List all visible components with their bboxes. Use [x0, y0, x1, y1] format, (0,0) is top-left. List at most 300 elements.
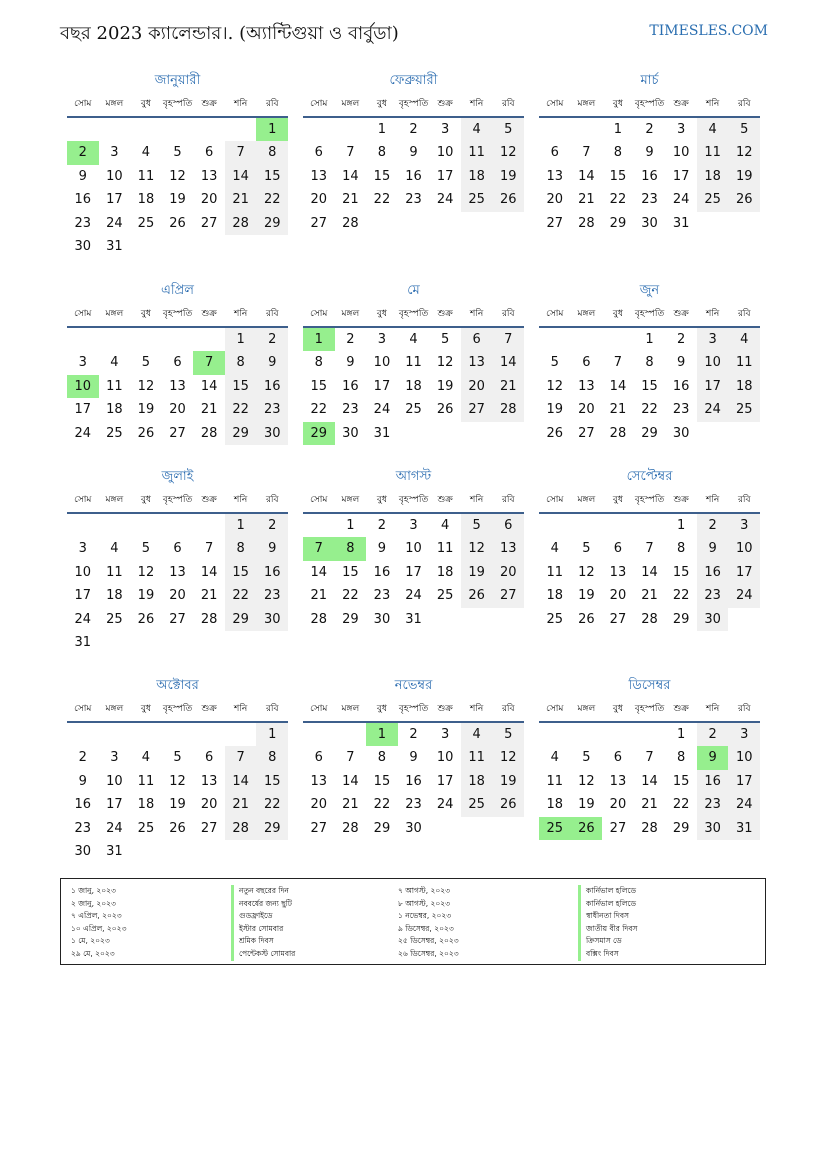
week-row: [539, 793, 760, 816]
weekday-label: বৃহস্পতি: [162, 99, 193, 109]
weekday-label: বুধ: [140, 309, 151, 319]
empty-day-cell: [162, 723, 194, 746]
day-cell: 15: [641, 378, 658, 394]
weekday-label: শুক্র: [201, 495, 217, 505]
weekday-label: বৃহস্পতি: [398, 99, 429, 109]
week-row: [67, 817, 288, 840]
weekday-label: বৃহস্পতি: [398, 495, 429, 505]
empty-day-cell: [256, 840, 288, 863]
empty-day-cell: [130, 118, 162, 141]
legend-holiday-name: শ্রমিক দিবস: [231, 935, 295, 948]
day-cell: 7: [346, 750, 355, 766]
legend-dates-col-1: [71, 885, 126, 961]
day-cell: 16: [672, 378, 690, 394]
empty-day-cell: [461, 212, 493, 235]
weekday-label: রবি: [265, 309, 279, 319]
day-cell: 19: [492, 770, 524, 793]
week-row: [67, 188, 288, 211]
empty-day-cell: [99, 514, 131, 537]
weekday-label: রবি: [501, 495, 515, 505]
day-cell: 26: [461, 584, 493, 607]
day-cell: 13: [609, 564, 627, 580]
day-cell: 10: [728, 746, 760, 769]
empty-day-cell: [193, 631, 225, 654]
weekday-label: শনি: [706, 495, 720, 505]
weekday-label: সোম: [310, 309, 328, 319]
day-cell: 15: [672, 564, 690, 580]
day-cell: 20: [169, 402, 186, 418]
empty-day-cell: [429, 817, 461, 840]
weekday-label: বুধ: [612, 704, 623, 714]
week-row: [67, 631, 288, 654]
month-name: ফেব্রুয়ারী: [389, 73, 438, 88]
day-cell: 24: [728, 793, 760, 816]
week-row: [539, 118, 760, 141]
day-cell: 9: [346, 355, 355, 371]
day-cell: 8: [676, 541, 686, 557]
weekday-header: [67, 304, 288, 328]
day-cell: 22: [310, 402, 328, 418]
weekday-label: বৃহস্পতি: [634, 495, 665, 505]
month-name: জুলাই: [161, 469, 194, 484]
day-cell: 27: [200, 820, 218, 836]
day-cell: 8: [256, 141, 288, 164]
day-cell: 16: [342, 378, 359, 394]
day-cell: 8: [225, 537, 257, 560]
weekday-label: রবি: [737, 495, 751, 505]
legend-holiday-name: নতুন বছরের দিন: [231, 885, 295, 898]
day-cell: 25: [137, 820, 155, 836]
day-cell: 29: [672, 611, 690, 627]
weekday-label: রবি: [265, 495, 279, 505]
day-cell: 15: [225, 561, 257, 584]
day-cell: 7: [645, 541, 654, 557]
day-cell: 6: [173, 541, 182, 557]
week-row: [539, 723, 760, 746]
empty-day-cell: [602, 328, 634, 351]
day-cell: 17: [728, 561, 760, 584]
legend-holiday-name: ক্রিসমাস ডে: [578, 935, 638, 948]
day-cell: 5: [492, 723, 524, 746]
day-cell: 11: [546, 773, 564, 789]
weekday-label: শনি: [470, 309, 484, 319]
day-cell: 11: [106, 564, 123, 580]
day-cell: 25: [461, 793, 493, 816]
weekday-label: রবি: [501, 704, 515, 714]
empty-day-cell: [225, 723, 257, 746]
day-cell: 27: [609, 611, 627, 627]
day-cell: 29: [609, 215, 627, 231]
week-row: [67, 840, 288, 863]
empty-day-cell: [571, 723, 603, 746]
weekday-label: শনি: [470, 704, 484, 714]
empty-day-cell: [571, 328, 603, 351]
day-cell: 2: [676, 332, 686, 347]
legend-date: ৮ আগস্ট, ২০২৩: [398, 898, 450, 908]
week-row: [539, 351, 760, 374]
week-row: [539, 328, 760, 351]
day-cell: 12: [492, 141, 524, 164]
day-cell: 18: [461, 770, 493, 793]
day-cell: 13: [461, 351, 493, 374]
day-cell: 2: [377, 518, 387, 533]
day-cell: 17: [405, 564, 422, 580]
day-cell: 30: [641, 215, 658, 231]
empty-day-cell: [67, 328, 99, 351]
day-cell: 26: [169, 820, 186, 836]
day-cell: 19: [169, 192, 186, 208]
day-cell: 28: [641, 820, 658, 836]
site-brand-link[interactable]: TIMESLES.COM: [649, 23, 768, 39]
day-cell: 22: [609, 192, 627, 208]
day-cell: 5: [173, 145, 182, 161]
day-cell: 24: [728, 584, 760, 607]
empty-day-cell: [130, 840, 162, 863]
weekday-label: সোম: [74, 99, 92, 109]
legend-date: ১ নভেম্বর, ২০২৩: [398, 911, 452, 921]
week-row: [539, 212, 760, 235]
day-cell: 9: [409, 750, 418, 766]
legend-date: ৭ এপ্রিল, ২০২৩: [71, 911, 122, 921]
empty-day-cell: [303, 118, 335, 141]
legend-holiday-name: কার্নিভাল হলিডে: [578, 885, 638, 898]
day-cell: 10: [74, 564, 92, 580]
weekday-label: মঙ্গল: [577, 495, 596, 505]
day-cell: 6: [173, 355, 182, 371]
legend-holiday-name: কার্নিভাল হলিডে: [578, 898, 638, 911]
day-cell: 2: [346, 332, 355, 347]
week-row: [303, 212, 524, 235]
day-cell: 9: [256, 351, 288, 374]
week-row: [67, 608, 288, 631]
day-cell: 22: [225, 398, 257, 421]
empty-day-cell: [539, 118, 571, 141]
empty-day-cell: [335, 118, 367, 141]
week-row: [303, 746, 524, 769]
weekday-label: শুক্র: [437, 704, 453, 714]
day-cell: 24: [697, 398, 729, 421]
day-cell: 9: [409, 145, 418, 161]
day-cell: 3: [78, 541, 87, 557]
day-cell: 19: [492, 165, 524, 188]
day-cell: 7: [204, 541, 214, 557]
day-cell: 14: [578, 168, 595, 184]
weekday-label: মঙ্গল: [105, 309, 124, 319]
day-cell: 5: [582, 750, 591, 766]
day-cell: 10: [728, 537, 760, 560]
day-cell: 25: [405, 402, 422, 418]
week-row: [67, 723, 288, 746]
legend-holiday-name: নববর্ষের জন্য ছুটি: [231, 898, 295, 911]
weekday-label: রবি: [501, 99, 515, 109]
weekday-label: বুধ: [612, 99, 623, 109]
week-row: [539, 537, 760, 560]
week-row: [303, 188, 524, 211]
day-cell: 20: [546, 192, 564, 208]
day-cell: 24: [436, 192, 454, 208]
day-cell: 5: [173, 750, 182, 766]
day-cell: 30: [672, 425, 690, 441]
day-cell: 3: [728, 723, 760, 746]
empty-day-cell: [193, 235, 225, 258]
day-cell: 25: [137, 215, 155, 231]
empty-day-cell: [492, 212, 524, 235]
day-cell: 13: [169, 564, 186, 580]
empty-day-cell: [303, 514, 335, 537]
day-cell: 9: [377, 541, 387, 557]
day-cell: 4: [461, 723, 493, 746]
empty-day-cell: [193, 328, 225, 351]
empty-day-cell: [728, 608, 760, 631]
day-cell: 16: [697, 561, 729, 584]
empty-day-cell: [225, 118, 257, 141]
empty-day-cell: [461, 422, 493, 445]
weekday-label: বুধ: [376, 99, 387, 109]
holiday-day-cell: 26: [571, 817, 603, 840]
day-cell: 1: [613, 122, 623, 137]
empty-day-cell: [602, 514, 634, 537]
day-cell: 20: [609, 588, 627, 604]
day-cell: 4: [440, 518, 450, 533]
empty-day-cell: [539, 514, 571, 537]
day-cell: 17: [728, 770, 760, 793]
day-cell: 23: [405, 797, 422, 813]
week-row: [303, 723, 524, 746]
day-cell: 28: [200, 611, 218, 627]
day-cell: 3: [728, 514, 760, 537]
week-row: [539, 746, 760, 769]
day-cell: 5: [728, 118, 760, 141]
day-cell: 28: [225, 817, 257, 840]
day-cell: 30: [697, 817, 729, 840]
day-cell: 23: [342, 402, 359, 418]
weekday-header: [303, 304, 524, 328]
week-row: [67, 351, 288, 374]
day-cell: 14: [200, 378, 218, 394]
day-cell: 17: [672, 168, 690, 184]
day-cell: 3: [110, 750, 119, 766]
day-cell: 26: [578, 611, 595, 627]
weekday-label: মঙ্গল: [577, 704, 596, 714]
day-cell: 17: [436, 168, 454, 184]
day-cell: 2: [645, 122, 654, 137]
empty-day-cell: [634, 723, 666, 746]
day-cell: 6: [204, 145, 214, 161]
day-cell: 14: [200, 564, 218, 580]
weekday-label: শুক্র: [201, 704, 217, 714]
day-cell: 29: [256, 212, 288, 235]
day-cell: 6: [314, 145, 323, 161]
day-cell: 11: [728, 351, 760, 374]
day-cell: 13: [200, 773, 218, 789]
week-row: [303, 398, 524, 421]
empty-day-cell: [303, 723, 335, 746]
day-cell: 10: [373, 355, 391, 371]
day-cell: 15: [310, 378, 328, 394]
day-cell: 31: [405, 611, 422, 627]
day-cell: 14: [342, 773, 359, 789]
empty-day-cell: [697, 422, 729, 445]
day-cell: 15: [373, 168, 391, 184]
weekday-label: মঙ্গল: [341, 495, 360, 505]
weekday-label: শুক্র: [437, 495, 453, 505]
day-cell: 13: [310, 773, 328, 789]
empty-day-cell: [697, 212, 729, 235]
day-cell: 26: [169, 215, 186, 231]
legend-names-col-2: [578, 885, 638, 961]
day-cell: 20: [310, 797, 328, 813]
day-cell: 25: [461, 188, 493, 211]
day-cell: 6: [204, 750, 214, 766]
day-cell: 29: [225, 422, 257, 445]
day-cell: 26: [436, 402, 454, 418]
weekday-label: রবি: [265, 99, 279, 109]
weekday-header: [303, 699, 524, 723]
day-cell: 16: [373, 564, 391, 580]
day-cell: 31: [373, 425, 391, 441]
day-cell: 19: [169, 797, 186, 813]
day-cell: 10: [697, 351, 729, 374]
day-cell: 13: [609, 773, 627, 789]
empty-day-cell: [162, 235, 194, 258]
month-name: জুন: [639, 283, 660, 298]
week-row: [67, 398, 288, 421]
weekday-label: মঙ্গল: [341, 704, 360, 714]
day-cell: 5: [492, 118, 524, 141]
day-cell: 12: [492, 746, 524, 769]
week-row: [303, 328, 524, 351]
day-cell: 28: [492, 398, 524, 421]
day-cell: 28: [342, 215, 359, 231]
day-cell: 14: [641, 564, 658, 580]
day-cell: 10: [672, 145, 690, 161]
day-cell: 19: [728, 165, 760, 188]
weekday-label: বুধ: [376, 704, 387, 714]
day-cell: 12: [137, 564, 155, 580]
weekday-label: শুক্র: [201, 99, 217, 109]
weekday-label: বুধ: [140, 704, 151, 714]
day-cell: 4: [110, 541, 119, 557]
day-cell: 24: [74, 611, 92, 627]
legend-date: ৭ আগস্ট, ২০২৩: [398, 886, 451, 895]
month-name: ডিসেম্বর: [628, 678, 671, 693]
day-cell: 9: [676, 355, 686, 371]
empty-day-cell: [634, 514, 666, 537]
day-cell: 22: [256, 793, 288, 816]
day-cell: 9: [78, 773, 87, 789]
day-cell: 22: [672, 588, 690, 604]
week-row: [67, 584, 288, 607]
day-cell: 20: [492, 561, 524, 584]
month-block: [67, 280, 288, 445]
day-cell: 27: [169, 425, 186, 441]
day-cell: 17: [697, 375, 729, 398]
day-cell: 31: [106, 238, 123, 254]
weekday-label: সোম: [310, 704, 328, 714]
weekday-label: রবি: [501, 309, 515, 319]
empty-day-cell: [130, 328, 162, 351]
holiday-day-cell: 1: [366, 723, 398, 746]
weekday-label: শনি: [234, 99, 248, 109]
day-cell: 8: [676, 750, 686, 766]
day-cell: 13: [200, 168, 218, 184]
day-cell: 18: [436, 564, 454, 580]
day-cell: 8: [613, 145, 623, 161]
day-cell: 8: [377, 750, 387, 766]
day-cell: 30: [74, 843, 92, 859]
day-cell: 11: [405, 355, 422, 371]
empty-day-cell: [225, 631, 257, 654]
empty-day-cell: [728, 212, 760, 235]
month-block: [539, 466, 760, 631]
day-cell: 14: [609, 378, 627, 394]
month-block: [539, 280, 760, 445]
weekday-label: মঙ্গল: [577, 99, 596, 109]
day-cell: 26: [546, 425, 564, 441]
empty-day-cell: [162, 840, 194, 863]
day-cell: 20: [609, 797, 627, 813]
day-cell: 7: [225, 746, 257, 769]
legend-dates-col-2: [398, 885, 459, 961]
week-row: [303, 770, 524, 793]
empty-day-cell: [130, 235, 162, 258]
day-cell: 18: [546, 797, 564, 813]
week-row: [539, 584, 760, 607]
weekday-header: [67, 490, 288, 514]
weekday-label: সোম: [546, 704, 564, 714]
week-row: [67, 746, 288, 769]
day-cell: 21: [342, 797, 359, 813]
day-cell: 16: [405, 773, 422, 789]
week-row: [303, 793, 524, 816]
weekday-label: সোম: [546, 495, 564, 505]
weekday-label: বুধ: [612, 309, 623, 319]
day-cell: 16: [74, 797, 92, 813]
day-cell: 18: [461, 165, 493, 188]
day-cell: 26: [728, 188, 760, 211]
week-row: [539, 422, 760, 445]
day-cell: 1: [645, 332, 654, 347]
holiday-day-cell: 7: [193, 351, 225, 374]
day-cell: 3: [440, 122, 450, 137]
day-cell: 4: [550, 541, 559, 557]
legend-holiday-name: স্বাধীনতা দিবস: [578, 910, 638, 923]
empty-day-cell: [728, 422, 760, 445]
empty-day-cell: [67, 514, 99, 537]
empty-day-cell: [193, 723, 225, 746]
day-cell: 9: [645, 145, 654, 161]
day-cell: 24: [405, 588, 422, 604]
day-cell: 11: [137, 168, 155, 184]
empty-day-cell: [193, 514, 225, 537]
day-cell: 22: [342, 588, 359, 604]
legend-date: ২ জানু, ২০২৩: [71, 898, 116, 908]
day-cell: 26: [492, 793, 524, 816]
empty-day-cell: [99, 631, 131, 654]
weekday-label: বৃহস্পতি: [398, 704, 429, 714]
weekday-label: বৃহস্পতি: [162, 704, 193, 714]
day-cell: 27: [310, 820, 328, 836]
day-cell: 16: [641, 168, 658, 184]
week-row: [67, 328, 288, 351]
weekday-label: শুক্র: [673, 309, 689, 319]
day-cell: 15: [373, 773, 391, 789]
weekday-label: মঙ্গল: [105, 495, 124, 505]
day-cell: 12: [578, 564, 595, 580]
day-cell: 27: [578, 425, 595, 441]
day-cell: 18: [137, 797, 155, 813]
day-cell: 13: [578, 378, 595, 394]
